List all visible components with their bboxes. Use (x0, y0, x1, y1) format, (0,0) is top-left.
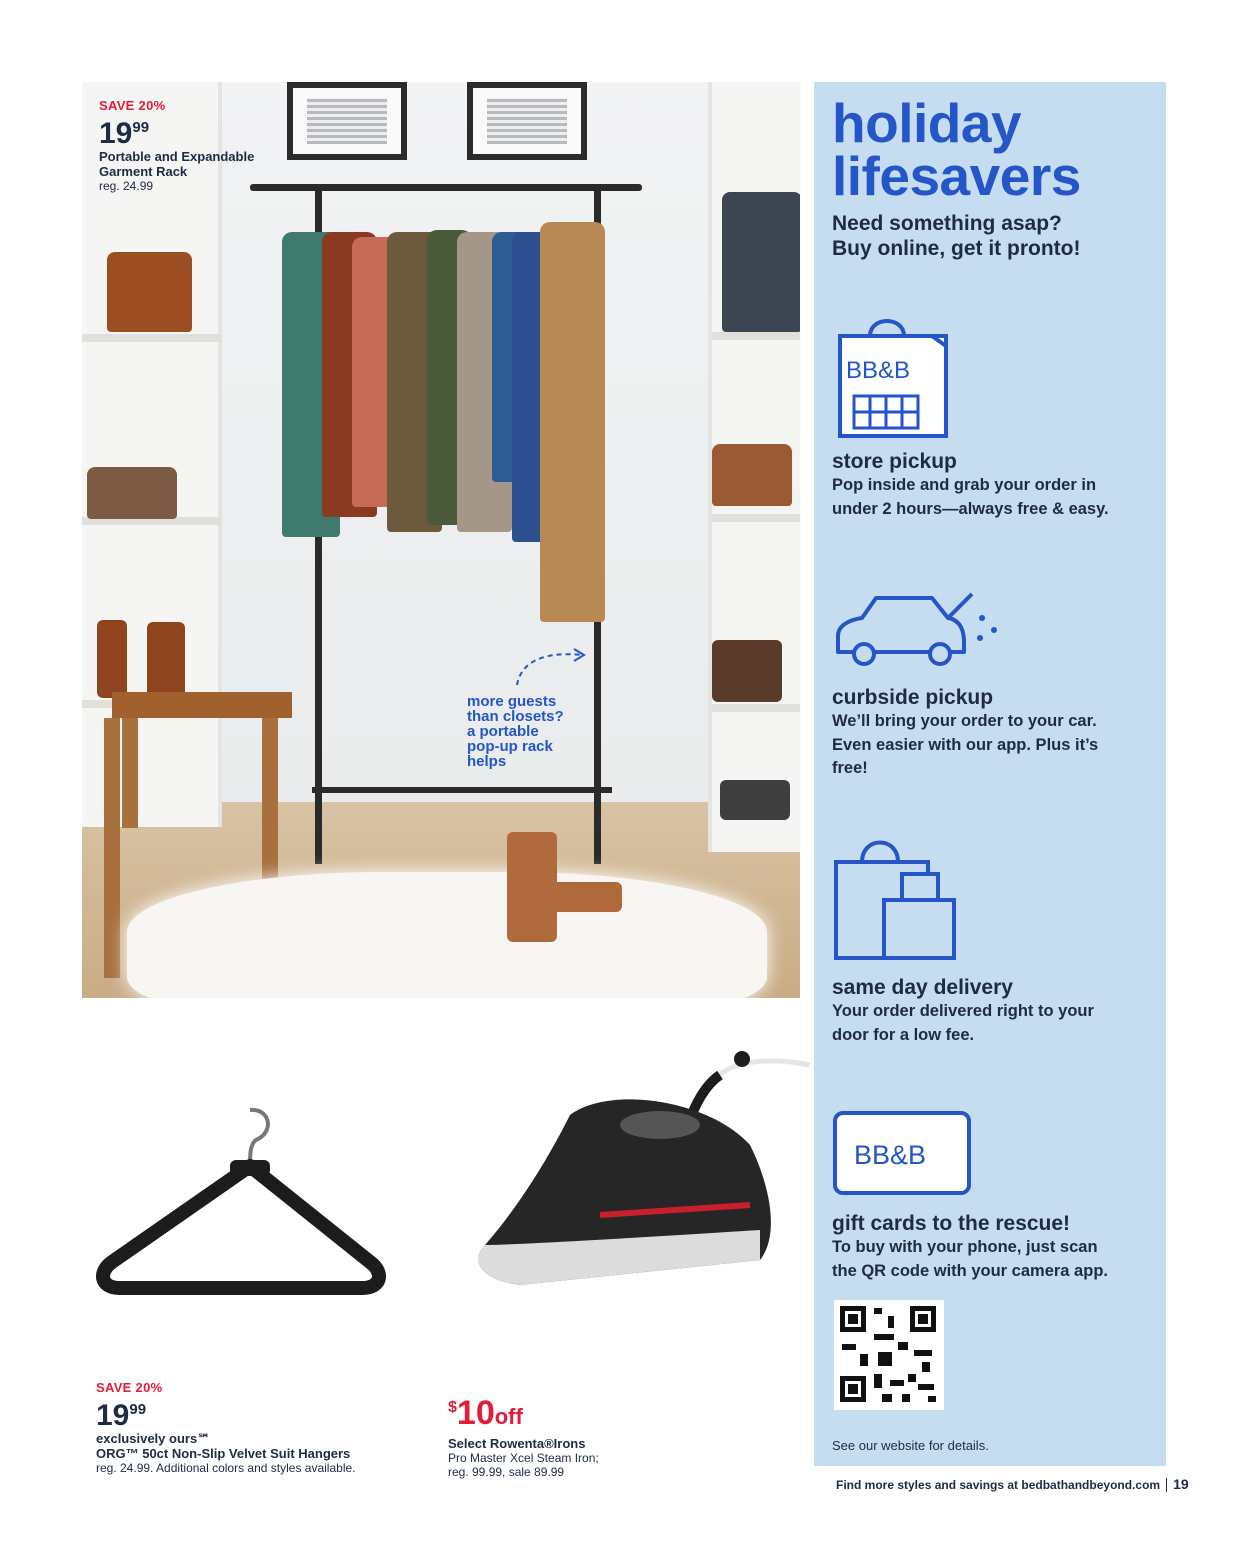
annotation-line: a portable (467, 723, 539, 740)
bench-leg (122, 718, 138, 828)
car-trunk-icon (832, 590, 1002, 674)
product-title: ORG™ 50ct Non-Slip Velvet Suit Hangers (96, 1446, 351, 1461)
bag-with-boxes-icon (832, 834, 962, 964)
wooden-bench (112, 692, 292, 718)
shelf-board (712, 514, 800, 522)
dashed-arrow-icon (512, 647, 592, 687)
qr-code[interactable] (834, 1300, 944, 1410)
annotation-line: helps (467, 753, 507, 770)
regular-price: reg. 24.99. Additional colors and styles available. (96, 1461, 356, 1475)
photo-annotation (467, 694, 607, 769)
save-badge: SAVE 20% (96, 1380, 163, 1395)
regular-price: reg. 24.99 (99, 179, 154, 193)
velvet-hanger-image (90, 1100, 390, 1320)
section-text: Your order delivered right to your (832, 1002, 1094, 1020)
annotation-line: than closets? (467, 708, 564, 725)
sidebar-subheading: Need something asap? Buy online, get it pronto! (832, 212, 1081, 260)
folded-sweaters (87, 467, 177, 519)
ankle-boot (97, 620, 127, 698)
price: $19^{99}$ (96, 1399, 147, 1432)
curbside-pickup-section (832, 686, 1162, 781)
annotation-line: more guests (467, 693, 557, 710)
sneakers (720, 780, 790, 820)
page-footer (836, 1476, 1189, 1492)
section-text: door for a low fee. (832, 1025, 975, 1044)
divider (1166, 1478, 1167, 1492)
wall-art-frame (287, 82, 407, 160)
iron-offer (448, 1392, 599, 1479)
product-title: Select Rowenta®Irons (448, 1436, 586, 1451)
gift-cards-section (832, 1212, 1162, 1283)
product-subtitle: Pro Master Xcel Steam Iron; (448, 1451, 599, 1465)
shelf-board (712, 332, 800, 340)
section-text: the QR code with your camera app. (832, 1261, 1108, 1280)
crossbody-bag (712, 444, 792, 506)
section-title: gift cards to the rescue! (832, 1212, 1071, 1235)
shelf-board (712, 704, 800, 712)
pump-shoe (507, 832, 557, 942)
rack-top-bar (250, 184, 642, 191)
ankle-boot (147, 622, 185, 700)
annotation-line: pop-up rack (467, 738, 553, 755)
wall-art-frame (467, 82, 587, 160)
section-text: free! (832, 759, 868, 777)
svg-text:BB&B: BB&B (854, 1140, 927, 1170)
product-title: Portable and Expandable (99, 149, 255, 164)
section-text: Pop inside and grab your order in (832, 476, 1097, 494)
leather-tote-bag (107, 252, 192, 332)
svg-text:BB&B: BB&B (846, 357, 911, 384)
coat (540, 222, 605, 622)
same-day-delivery-section (832, 976, 1162, 1047)
price: $19^{99}$ (99, 117, 150, 150)
page-number: 19 (1173, 1476, 1189, 1492)
website-note: See our website for details. (832, 1438, 989, 1453)
save-badge: SAVE 20% (99, 98, 166, 113)
store-pickup-section (832, 450, 1162, 521)
section-text: Even easier with our app. Plus it’s (832, 735, 1099, 754)
footer-text: Find more styles and savings at bedbathandbeyond.com (836, 1478, 1161, 1492)
white-fur-rug (127, 872, 767, 998)
steam-iron-image (460, 1045, 820, 1305)
heels (712, 640, 782, 702)
section-text: under 2 hours—always free & easy. (832, 499, 1109, 518)
holiday-lifesavers-sidebar (814, 82, 1166, 1466)
bench-leg (104, 718, 120, 978)
exclusive-label: exclusively ours℠ (96, 1431, 211, 1446)
section-title: same day delivery (832, 976, 1013, 999)
regular-price: reg. 99.99, sale 89.99 (448, 1465, 565, 1479)
gift-card-icon (832, 1110, 972, 1196)
shopping-bag-store-icon (832, 306, 952, 440)
hangers-offer (96, 1380, 356, 1475)
discount: $10off (448, 1394, 523, 1432)
section-title: store pickup (832, 450, 957, 473)
garment-rack-photo (82, 82, 800, 998)
product-title: Garment Rack (99, 164, 188, 179)
felt-tote-bag (722, 192, 800, 332)
rack-base (312, 787, 612, 793)
section-title: curbside pickup (832, 686, 994, 709)
garment-rack-offer (99, 98, 254, 193)
section-text: We’ll bring your order to your car. (832, 712, 1097, 730)
shelf-board (82, 334, 222, 342)
section-text: To buy with your phone, just scan (832, 1238, 1098, 1256)
pump-shoe (552, 882, 622, 912)
sidebar-heading: holiday lifesavers (832, 92, 1081, 207)
